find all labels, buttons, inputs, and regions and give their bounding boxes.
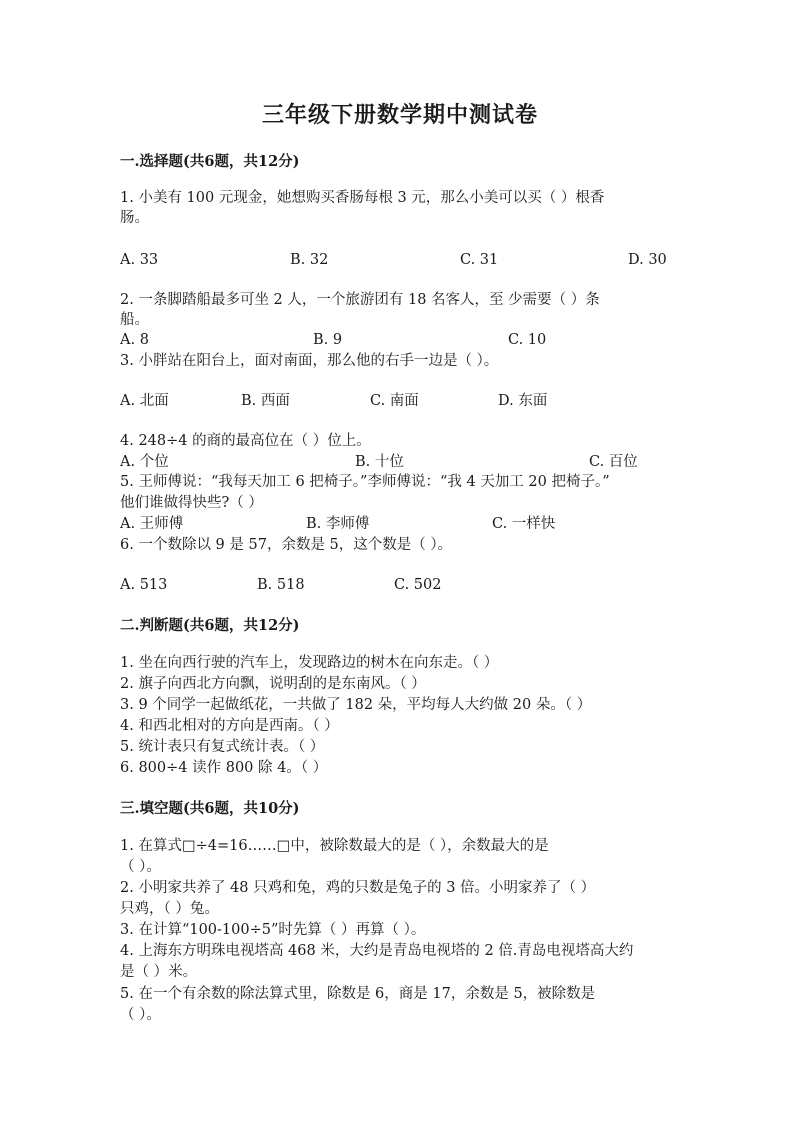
section-heading-fill: 三.填空题(共6题，共10分) <box>120 800 300 817</box>
option-c: C. 一样快 <box>492 516 556 532</box>
question-text: 4. 248÷4 的商的最高位在（ ）位上。 <box>120 433 371 449</box>
page-title: 三年级下册数学期中测试卷 <box>261 102 538 128</box>
judge-item: 4. 和西北相对的方向是西南。（ ） <box>120 718 339 734</box>
option-b: B. 9 <box>313 332 343 348</box>
fill-question: 4. 上海东方明珠电视塔高 468 米，大约是青岛电视塔的 2 倍.青岛电视塔高大约 <box>120 943 634 959</box>
option-c: C. 10 <box>508 332 547 348</box>
option-c: C. 南面 <box>370 393 419 409</box>
option-a: A. 个位 <box>120 454 169 470</box>
option-b: B. 西面 <box>241 393 290 409</box>
fill-question: 1. 在算式□÷4=16……□中，被除数最大的是（ ），余数最大的是 <box>120 838 549 854</box>
option-c: C. 502 <box>394 577 442 593</box>
fill-question: 3. 在计算“100-100÷5”时先算（ ）再算（ ）。 <box>120 922 426 938</box>
fill-question: 5. 在一个有余数的除法算式里，除数是 6，商是 17，余数是 5，被除数是 <box>120 986 596 1002</box>
option-c: C. 31 <box>460 252 499 268</box>
option-a: A. 8 <box>120 332 149 348</box>
question-text: 3. 小胖站在阳台上，面对南面，那么他的右手一边是（ ）。 <box>120 353 499 369</box>
option-b: B. 十位 <box>355 454 404 470</box>
fill-question: （ ）。 <box>120 859 161 875</box>
option-b: B. 32 <box>290 252 329 268</box>
question-text: 船。 <box>120 312 149 328</box>
question-text: 1. 小美有 100 元现金，她想购买香肠每根 3 元，那么小美可以买（ ）根香 <box>120 190 605 206</box>
fill-question: 2. 小明家共养了 48 只鸡和兔，鸡的只数是兔子的 3 倍。小明家养了（ ） <box>120 880 596 896</box>
section-heading-judge: 二.判断题(共6题，共12分) <box>120 617 300 634</box>
judge-item: 3. 9 个同学一起做纸花，一共做了 182 朵，平均每人大约做 20 朵。（ ） <box>120 697 592 713</box>
fill-question: 是（ ）米。 <box>120 964 198 980</box>
question-text: 2. 一条脚踏船最多可坐 2 人，一个旅游团有 18 名客人，至 少需要（ ）条 <box>120 292 600 308</box>
option-a: A. 北面 <box>120 393 169 409</box>
judge-item: 5. 统计表只有复式统计表。（ ） <box>120 739 325 755</box>
question-text: 肠。 <box>120 210 149 226</box>
option-a: A. 33 <box>120 252 159 268</box>
fill-question: （ ）。 <box>120 1007 161 1023</box>
option-c: C. 百位 <box>589 454 638 470</box>
option-a: A. 513 <box>120 577 168 593</box>
option-d: D. 东面 <box>498 393 548 409</box>
fill-question: 只鸡，（ ）兔。 <box>120 901 219 917</box>
option-a: A. 王师傅 <box>120 516 184 532</box>
option-b: B. 李师傅 <box>306 516 370 532</box>
question-text: 5. 王师傅说：“我每天加工 6 把椅子。”李师傅说：“我 4 天加工 20 把椅子。” <box>120 474 610 490</box>
question-text: 6. 一个数除以 9 是 57，余数是 5，这个数是（ ）。 <box>120 537 453 553</box>
judge-item: 1. 坐在向西行驶的汽车上，发现路边的树木在向东走。（ ） <box>120 655 499 671</box>
option-d: D. 30 <box>628 252 667 268</box>
question-text: 他们谁做得快些?（ ） <box>120 495 263 511</box>
section-heading-choice: 一.选择题(共6题，共12分) <box>120 153 300 170</box>
option-b: B. 518 <box>257 577 305 593</box>
judge-item: 6. 800÷4 读作 800 除 4。（ ） <box>120 760 328 776</box>
judge-item: 2. 旗子向西北方向飘，说明刮的是东南风。（ ） <box>120 676 426 692</box>
